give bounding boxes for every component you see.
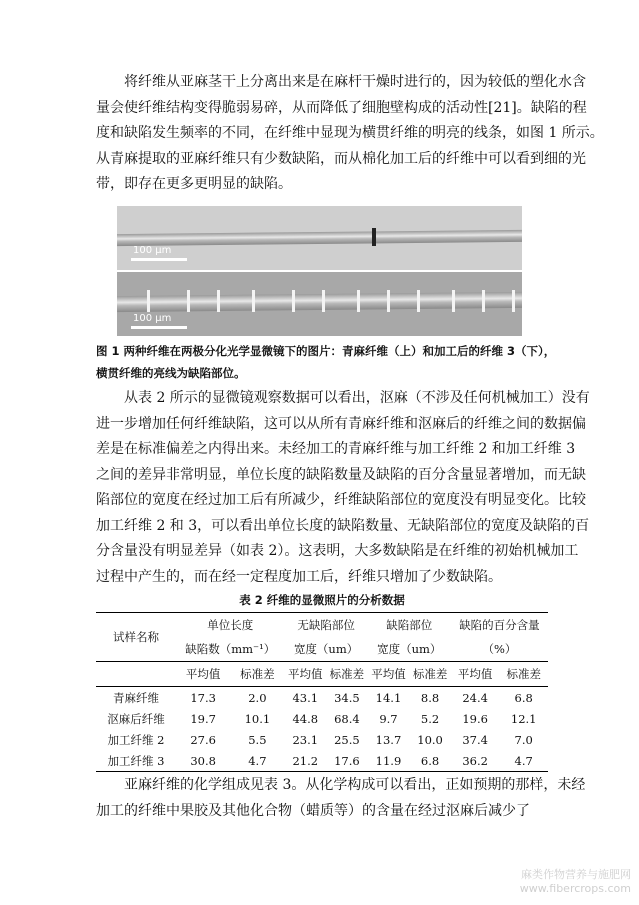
defect-band [417,290,420,312]
cell: 4.7 [514,753,533,768]
text-line: 从青麻提取的亚麻纤维只有少数缺陷，而从棉化加工后的纤维中可以看到细的光 [96,150,586,167]
col-group-header: 缺陷部位 [386,618,433,632]
cell: 14.1 [375,690,402,705]
defect-band [292,290,295,312]
defect-band [482,290,485,312]
defect-band [357,290,360,312]
cell: 5.2 [420,711,440,726]
cell: 43.1 [292,690,319,705]
cell: 10.1 [244,711,271,726]
defect-band [322,290,325,312]
cell: 4.7 [248,753,267,768]
text-line: 分含量没有明显差异（如表 2）。这表明，大多数缺陷是在纤维的初始机械加工 [96,543,579,559]
cell: 30.8 [190,753,216,768]
cell: 44.8 [292,711,319,726]
text-line: 过程中产生的，而在经一定程度加工后，纤维只增加了少数缺陷。 [96,568,502,585]
text-line: 亚麻纤维的化学组成见表 3。从化学构成可以看出，正如预期的那样，未经 [124,777,586,793]
cell: 2.0 [248,690,267,705]
paragraph-2 [96,386,590,590]
row-name: 加工纤维 2 [107,732,165,747]
col-group-unit: 宽度（um） [293,642,359,656]
fiber [117,292,522,312]
cell: 37.4 [462,732,488,747]
cell: 7.0 [514,732,533,747]
table-title: 表 2 纤维的显微照片的分析数据 [239,593,405,607]
sub-header: 平均值 [288,667,323,681]
sub-header: 标准差 [329,667,365,681]
defect-band [512,290,515,312]
figure-caption [96,340,556,384]
text-line: 差是在标准偏差之内得出来。未经加工的青麻纤维与加工纤维 2 和加工纤维 3 [96,441,576,457]
text-line: 度和缺陷发生频率的不同，在纤维中显现为横贯纤维的明亮的线条，如图 1 所示。 [96,125,604,141]
cell: 36.2 [462,753,488,768]
caption-line: 图 1 两种纤维在两极分化光学显微镜下的图片：青麻纤维（上）和加工后的纤维 3（下）， [96,344,556,358]
scale-bar [131,258,187,261]
cell: 9.7 [379,711,398,726]
cell: 34.5 [334,690,360,705]
text-line: 量会使纤维结构变得脆弱易碎，从而降低了细胞壁构成的活动性[21]。缺陷的程 [96,99,587,116]
sub-header: 标准差 [506,667,541,681]
cell: 6.8 [420,753,440,768]
cell: 6.8 [514,690,533,705]
watermark [520,866,631,895]
cell: 17.3 [190,690,216,705]
defect-band [372,228,376,246]
defect-band [252,290,255,312]
cell: 12.1 [510,711,537,726]
defect-band [187,290,190,312]
fiber [117,230,522,246]
defect-band [147,290,150,312]
cell: 24.4 [462,690,488,705]
row-name: 沤麻后纤维 [107,711,165,726]
sub-header: 平均值 [371,667,406,681]
cell: 23.1 [292,732,319,747]
cell: 68.4 [334,711,360,726]
cell: 11.9 [375,753,402,768]
sub-header: 标准差 [412,667,448,681]
col-group-unit: 宽度（um） [377,642,442,656]
text-line: 从表 2 所示的显微镜观察数据可以看出，沤麻（不涉及任何机械加工）没有 [124,390,590,406]
sub-header: 平均值 [457,667,493,681]
cell: 10.0 [417,732,443,747]
defect-band [217,290,220,312]
paragraph-3 [96,773,586,824]
cell: 5.5 [248,732,267,747]
scale-bar [131,326,187,329]
col-group-unit: （%） [482,642,517,656]
col-group-header: 缺陷的百分含量 [459,618,540,632]
sub-header: 平均值 [185,667,221,681]
table-row [96,729,548,750]
paragraph-1 [96,70,604,198]
scale-label: 100 µm [133,245,172,256]
col-group-unit: 缺陷数（mm⁻¹） [185,642,276,656]
caption-line: 横贯纤维的亮线为缺陷部位。 [96,366,246,380]
table-row [96,750,548,772]
defect-band [387,290,390,312]
cell: 19.7 [190,711,216,726]
col-group-header: 单位长度 [207,618,254,632]
table-row [96,687,548,709]
row-name: 青麻纤维 [113,690,159,705]
cell: 19.6 [462,711,488,726]
text-line: 加工的纤维中果胶及其他化合物（蜡质等）的含量在经过沤麻后减少了 [96,802,530,819]
text-line: 陷部位的宽度在经过加工后有所减少，纤维缺陷部位的宽度没有明显变化。比较 [96,492,586,508]
text-line: 带，即存在更多更明显的缺陷。 [96,176,292,192]
text-line: 进一步增加任何纤维缺陷，这可以从所有青麻纤维和沤麻后的纤维之间的数据偏 [96,415,586,432]
data-table [96,612,548,772]
cell: 21.2 [292,753,319,768]
text-line: 加工纤维 2 和 3，可以看出单位长度的缺陷数量、无缺陷部位的宽度及缺陷的百 [96,517,590,534]
sub-header: 标准差 [240,667,275,681]
cell: 8.8 [420,690,440,705]
watermark-line: www.fibercrops.com [519,882,631,895]
table-row [96,708,548,729]
micrograph-processed-fiber [117,272,522,336]
text-line: 之间的差异非常明显，单位长度的缺陷数量及缺陷的百分含量显著增加，而无缺 [96,466,586,483]
col-group-header: 无缺陷部位 [297,618,355,632]
watermark-line: 麻类作物营养与施肥网 [521,868,631,881]
row-name: 加工纤维 3 [107,753,165,768]
micrograph-raw-fiber [117,206,522,270]
defect-band [452,290,455,312]
cell: 13.7 [375,732,402,747]
text-line: 将纤维从亚麻茎干上分离出来是在麻杆干燥时进行的，因为较低的塑化水含 [124,74,586,90]
cell: 27.6 [190,732,216,747]
cell: 17.6 [334,753,360,768]
cell: 25.5 [334,732,360,747]
scale-label: 100 µm [133,313,172,324]
col-header-name: 试样名称 [113,630,159,644]
